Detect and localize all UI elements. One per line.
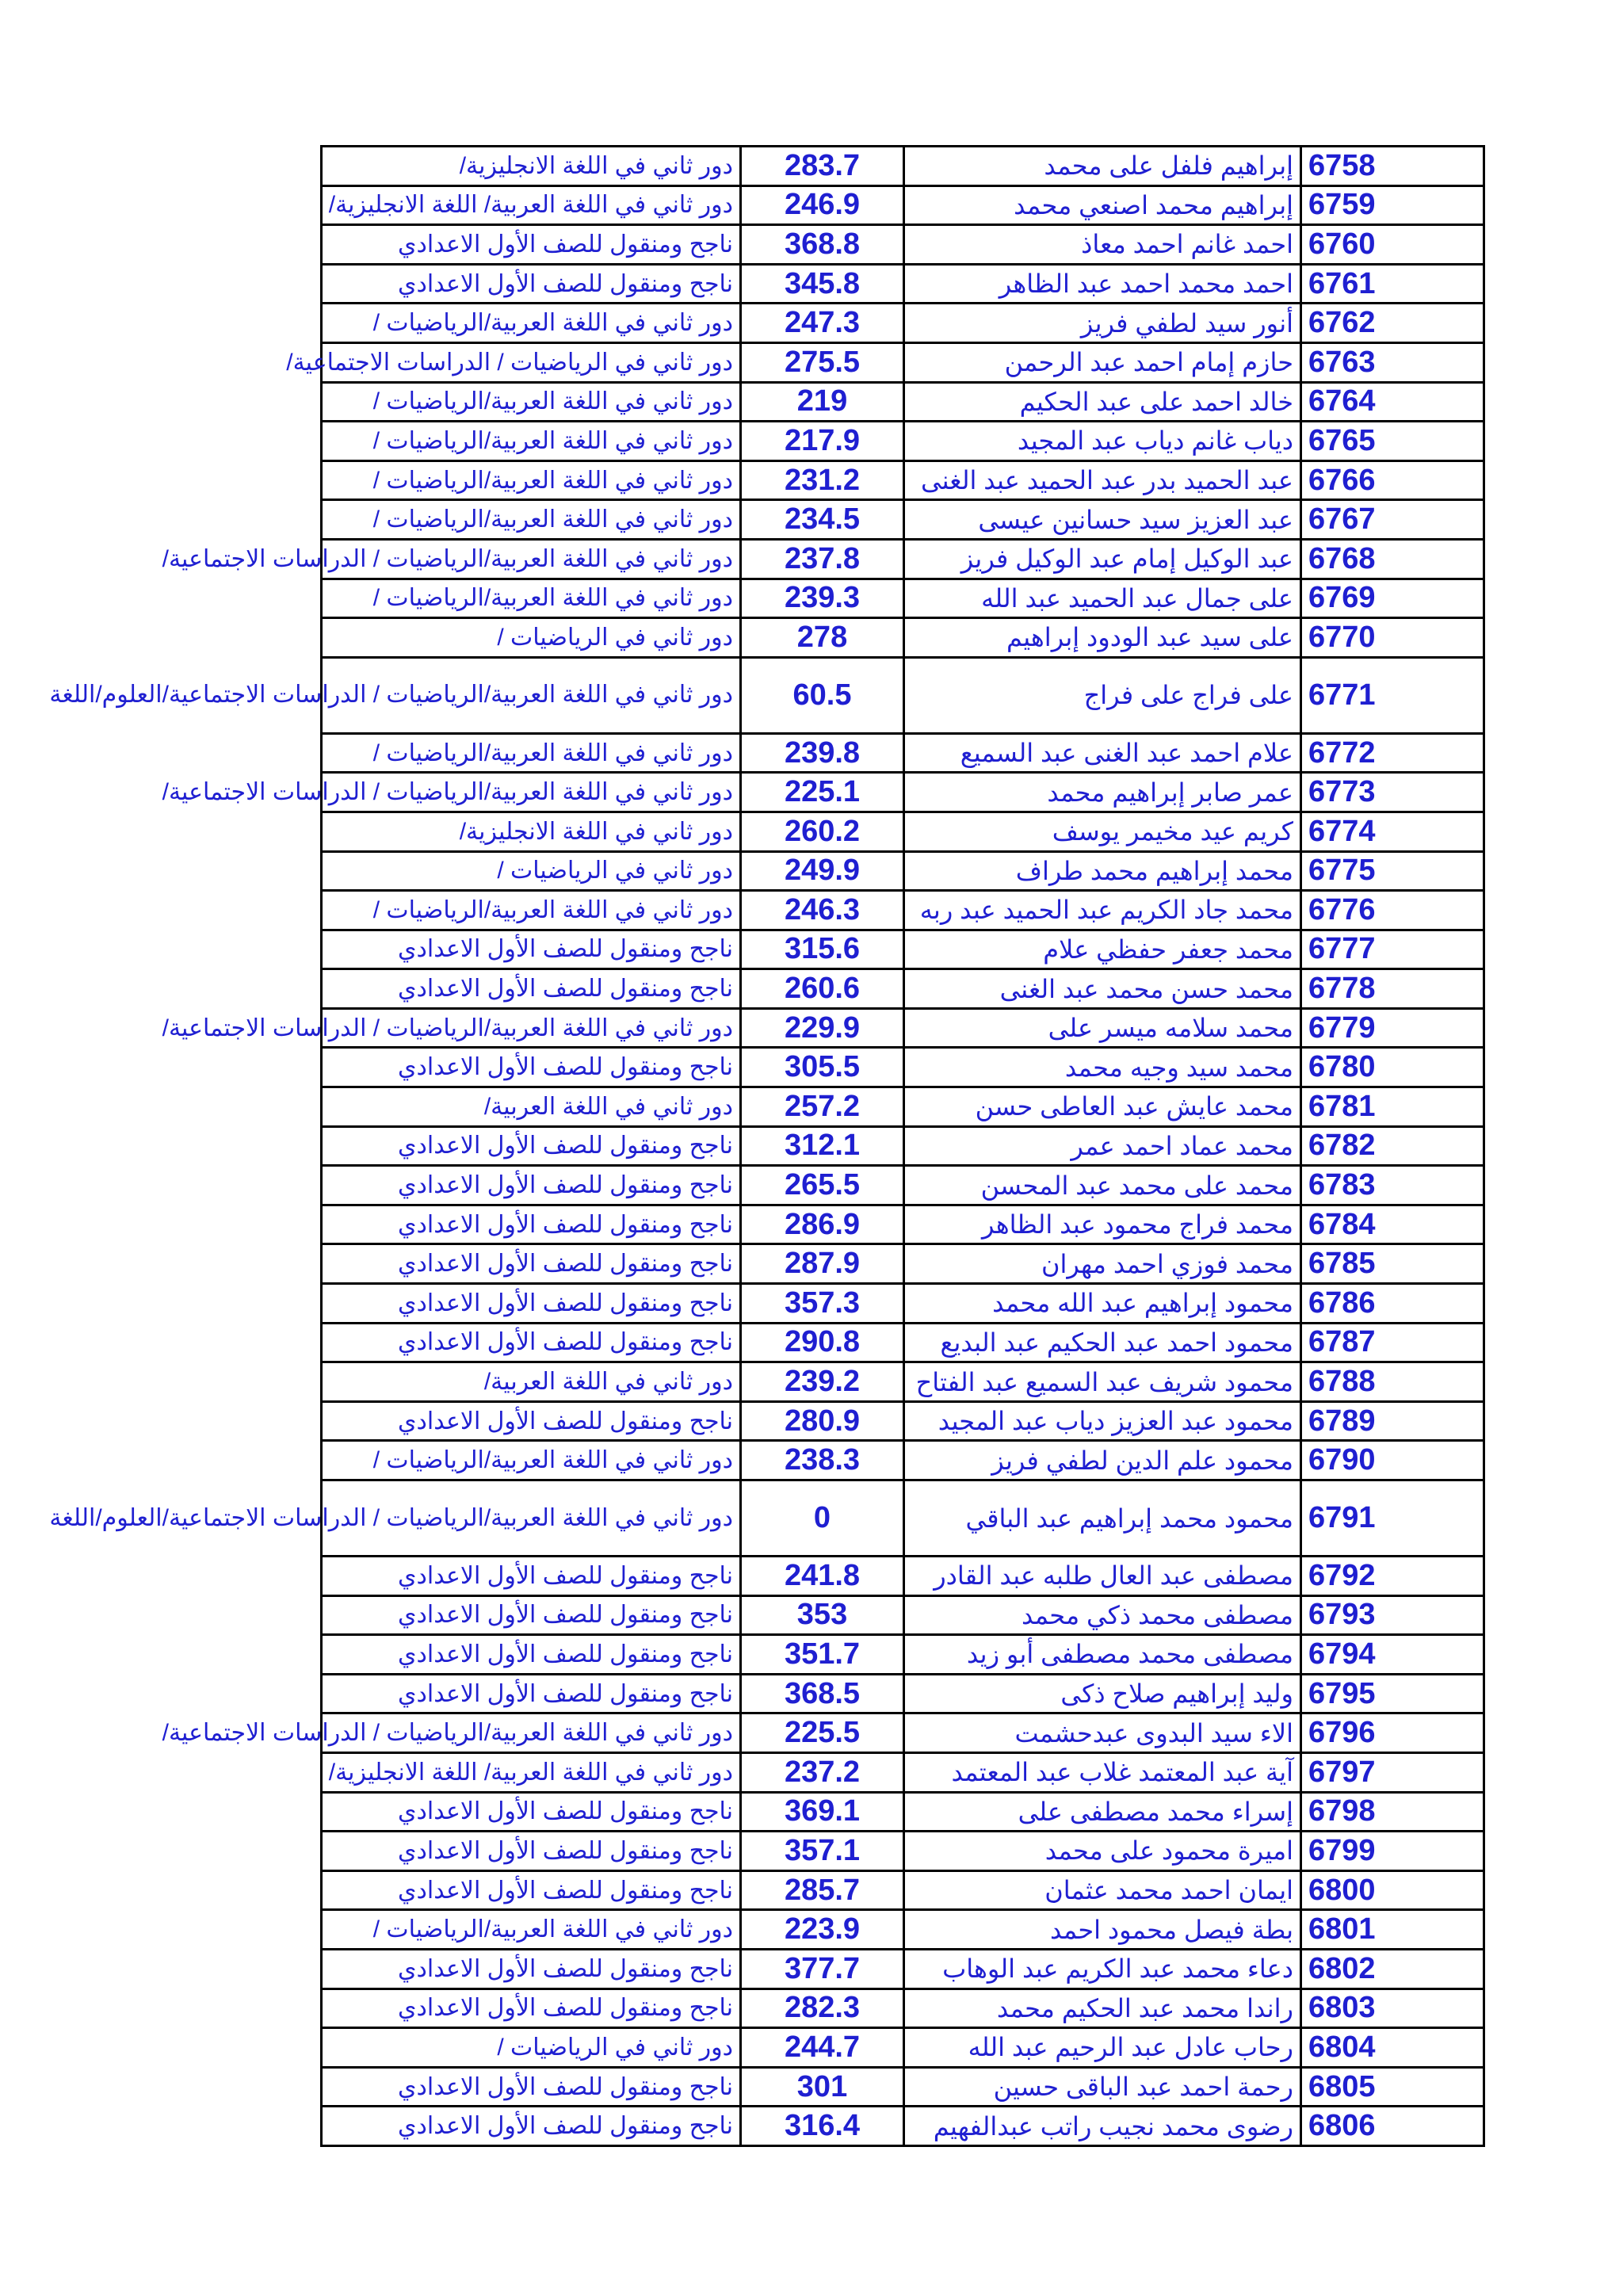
seat-number-cell: 6796 — [1301, 1713, 1484, 1753]
result-status-cell: ناجح ومنقول للصف الأول الاعدادي — [322, 1244, 741, 1284]
table-row — [322, 1008, 1484, 1048]
student-name-cell: حازم إمام احمد عبد الرحمن — [904, 342, 1301, 382]
total-score-cell: 369.1 — [741, 1792, 904, 1832]
table-row — [322, 539, 1484, 579]
seat-number-cell: 6761 — [1301, 264, 1484, 304]
student-name-cell: محمد إبراهيم محمد طراف — [904, 851, 1301, 891]
total-score-cell: 217.9 — [741, 422, 904, 461]
student-name-cell: مصطفى عبد العال طلبه عبد القادر — [904, 1557, 1301, 1596]
total-score-cell: 244.7 — [741, 2028, 904, 2068]
result-status-cell: دور ثاني في الرياضيات / — [322, 618, 741, 658]
student-name-cell: محمد حسن محمد عبد الغنى — [904, 969, 1301, 1009]
table-row — [322, 1713, 1484, 1753]
total-score-cell: 265.5 — [741, 1166, 904, 1205]
table-row — [322, 460, 1484, 500]
seat-number-cell: 6804 — [1301, 2028, 1484, 2068]
result-status-cell: دور ثاني في اللغة العربية/الرياضيات / — [322, 460, 741, 500]
seat-number-cell: 6785 — [1301, 1244, 1484, 1284]
table-row — [322, 969, 1484, 1009]
result-status-cell: ناجح ومنقول للصف الأول الاعدادي — [322, 1166, 741, 1205]
total-score-cell: 239.2 — [741, 1362, 904, 1402]
total-score-cell: 368.8 — [741, 225, 904, 265]
seat-number-cell: 6791 — [1301, 1480, 1484, 1557]
table-row — [322, 812, 1484, 851]
result-status-cell: ناجح ومنقول للصف الأول الاعدادي — [322, 2067, 741, 2107]
table-row — [322, 304, 1484, 343]
seat-number-cell: 6760 — [1301, 225, 1484, 265]
table-row — [322, 773, 1484, 812]
table-row — [322, 1595, 1484, 1635]
student-name-cell: محمد فراج محمود عبد الظاهر — [904, 1205, 1301, 1244]
seat-number-cell: 6772 — [1301, 733, 1484, 773]
seat-number-cell: 6767 — [1301, 500, 1484, 540]
student-name-cell: وليد إبراهيم صلاح ذكى — [904, 1674, 1301, 1713]
result-status-cell: ناجح ومنقول للصف الأول الاعدادي — [322, 1595, 741, 1635]
total-score-cell: 290.8 — [741, 1323, 904, 1362]
seat-number-cell: 6774 — [1301, 812, 1484, 851]
result-status-cell: ناجح ومنقول للصف الأول الاعدادي — [322, 1048, 741, 1087]
seat-number-cell: 6798 — [1301, 1792, 1484, 1832]
table-row — [322, 1401, 1484, 1441]
total-score-cell: 351.7 — [741, 1635, 904, 1675]
seat-number-cell: 6781 — [1301, 1087, 1484, 1127]
table-row — [322, 1870, 1484, 1910]
seat-number-cell: 6782 — [1301, 1126, 1484, 1166]
seat-number-cell: 6788 — [1301, 1362, 1484, 1402]
seat-number-cell: 6797 — [1301, 1752, 1484, 1792]
seat-number-cell: 6776 — [1301, 891, 1484, 930]
student-name-cell: محمود شريف عبد السميع عبد الفتاح — [904, 1362, 1301, 1402]
table-row — [322, 225, 1484, 265]
result-status-cell: دور ثاني في اللغة العربية/الرياضيات / الدراسات الاجتماعية/ — [322, 539, 741, 579]
table-row — [322, 1910, 1484, 1950]
student-name-cell: ايمان احمد محمد عثمان — [904, 1870, 1301, 1910]
seat-number-cell: 6780 — [1301, 1048, 1484, 1087]
result-status-cell: ناجح ومنقول للصف الأول الاعدادي — [322, 1988, 741, 2028]
student-name-cell: رضوى محمد نجيب راتب عبدالفهيم — [904, 2107, 1301, 2146]
result-status-cell: ناجح ومنقول للصف الأول الاعدادي — [322, 1205, 741, 1244]
result-status-cell: دور ثاني في اللغة العربية/الرياضيات / — [322, 891, 741, 930]
student-name-cell: محمود عبد العزيز دياب عبد المجيد — [904, 1401, 1301, 1441]
result-status-cell: دور ثاني في اللغة الانجليزية/ — [322, 147, 741, 186]
student-name-cell: محمد سلامه ميسر على — [904, 1008, 1301, 1048]
seat-number-cell: 6775 — [1301, 851, 1484, 891]
total-score-cell: 357.3 — [741, 1284, 904, 1324]
total-score-cell: 357.1 — [741, 1832, 904, 1871]
total-score-cell: 241.8 — [741, 1557, 904, 1596]
table-row — [322, 1988, 1484, 2028]
result-status-cell: ناجح ومنقول للصف الأول الاعدادي — [322, 1635, 741, 1675]
total-score-cell: 225.5 — [741, 1713, 904, 1753]
table-row — [322, 1362, 1484, 1402]
student-name-cell: مصطفى محمد ذكي محمد — [904, 1595, 1301, 1635]
seat-number-cell: 6790 — [1301, 1441, 1484, 1480]
table-row — [322, 1205, 1484, 1244]
results-body — [49, 147, 1484, 2146]
result-status-cell: دور ثاني في اللغة العربية/ — [322, 1362, 741, 1402]
total-score-cell: 305.5 — [741, 1048, 904, 1087]
result-status-cell: دور ثاني في اللغة العربية/الرياضيات / — [322, 1441, 741, 1480]
total-score-cell: 282.3 — [741, 1988, 904, 2028]
seat-number-cell: 6806 — [1301, 2107, 1484, 2146]
seat-number-cell: 6805 — [1301, 2067, 1484, 2107]
student-name-cell: رحمة احمد عبد الباقى حسين — [904, 2067, 1301, 2107]
table-row — [322, 185, 1484, 225]
total-score-cell: 234.5 — [741, 500, 904, 540]
seat-number-cell: 6792 — [1301, 1557, 1484, 1596]
student-name-cell: على جمال عبد الحميد عبد الله — [904, 579, 1301, 618]
student-name-cell: مصطفى محمد مصطفى أبو زيد — [904, 1635, 1301, 1675]
result-status-cell: ناجح ومنقول للصف الأول الاعدادي — [322, 1792, 741, 1832]
total-score-cell: 237.2 — [741, 1752, 904, 1792]
table-row — [322, 2107, 1484, 2146]
seat-number-cell: 6794 — [1301, 1635, 1484, 1675]
total-score-cell: 260.2 — [741, 812, 904, 851]
seat-number-cell: 6803 — [1301, 1988, 1484, 2028]
result-status-cell: ناجح ومنقول للصف الأول الاعدادي — [322, 1949, 741, 1988]
result-status-cell: دور ثاني في اللغة العربية/الرياضيات / الدراسات الاجتماعية/ — [322, 1008, 741, 1048]
student-name-cell: محمد سيد وجيه محمد — [904, 1048, 1301, 1087]
result-status-cell: دور ثاني في اللغة العربية/الرياضيات / الدراسات الاجتماعية/ — [322, 1713, 741, 1753]
result-status-cell: ناجح ومنقول للصف الأول الاعدادي — [322, 1674, 741, 1713]
result-status-cell: ناجح ومنقول للصف الأول الاعدادي — [322, 1284, 741, 1324]
total-score-cell: 301 — [741, 2067, 904, 2107]
table-row — [322, 2067, 1484, 2107]
student-name-cell: اميرة محمود على محمد — [904, 1832, 1301, 1871]
seat-number-cell: 6768 — [1301, 539, 1484, 579]
result-status-cell: ناجح ومنقول للصف الأول الاعدادي — [322, 930, 741, 969]
total-score-cell: 239.8 — [741, 733, 904, 773]
seat-number-cell: 6784 — [1301, 1205, 1484, 1244]
student-name-cell: دعاء محمد عبد الكريم عبد الوهاب — [904, 1949, 1301, 1988]
total-score-cell: 60.5 — [741, 657, 904, 733]
result-status-cell: ناجح ومنقول للصف الأول الاعدادي — [322, 1557, 741, 1596]
seat-number-cell: 6801 — [1301, 1910, 1484, 1950]
table-row — [322, 500, 1484, 540]
result-status-cell: دور ثاني في اللغة العربية/الرياضيات / الدراسات الاجتماعية/العلوم/اللغة — [322, 1480, 741, 1557]
student-name-cell: على فراج على فراج — [904, 657, 1301, 733]
total-score-cell: 345.8 — [741, 264, 904, 304]
total-score-cell: 312.1 — [741, 1126, 904, 1166]
table-row — [322, 1166, 1484, 1205]
student-name-cell: محمد فوزي احمد مهران — [904, 1244, 1301, 1284]
total-score-cell: 377.7 — [741, 1949, 904, 1988]
result-status-cell: دور ثاني في اللغة العربية/الرياضيات / — [322, 382, 741, 422]
result-status-cell: دور ثاني في اللغة العربية/ اللغة الانجليزية/ — [322, 185, 741, 225]
student-name-cell: دياب غانم دياب عبد المجيد — [904, 422, 1301, 461]
table-row — [322, 851, 1484, 891]
student-name-cell: محمد جعفر حفظي علام — [904, 930, 1301, 969]
table-row — [322, 342, 1484, 382]
result-status-cell: دور ثاني في الرياضيات / — [322, 2028, 741, 2068]
table-row — [322, 930, 1484, 969]
student-name-cell: عبد العزيز سيد حسانين عيسى — [904, 500, 1301, 540]
table-row — [322, 1752, 1484, 1792]
seat-number-cell: 6787 — [1301, 1323, 1484, 1362]
student-name-cell: محمد عايش عبد العاطى حسن — [904, 1087, 1301, 1127]
seat-number-cell: 6800 — [1301, 1870, 1484, 1910]
table-row — [322, 1244, 1484, 1284]
total-score-cell: 275.5 — [741, 342, 904, 382]
total-score-cell: 283.7 — [741, 147, 904, 186]
table-row — [322, 2028, 1484, 2068]
result-status-cell: دور ثاني في اللغة العربية/الرياضيات / الدراسات الاجتماعية/ — [322, 773, 741, 812]
student-name-cell: محمد جاد الكريم عبد الحميد عبد ربه — [904, 891, 1301, 930]
table-row — [322, 1674, 1484, 1713]
result-status-cell: دور ثاني في اللغة العربية/الرياضيات / — [322, 733, 741, 773]
seat-number-cell: 6778 — [1301, 969, 1484, 1009]
total-score-cell: 278 — [741, 618, 904, 658]
seat-number-cell: 6762 — [1301, 304, 1484, 343]
result-status-cell: ناجح ومنقول للصف الأول الاعدادي — [322, 1323, 741, 1362]
student-name-cell: إبراهيم فلفل على محمد — [904, 147, 1301, 186]
result-status-cell: دور ثاني في اللغة العربية/الرياضيات / الدراسات الاجتماعية/العلوم/اللغة — [322, 657, 741, 733]
seat-number-cell: 6763 — [1301, 342, 1484, 382]
total-score-cell: 238.3 — [741, 1441, 904, 1480]
result-status-cell: ناجح ومنقول للصف الأول الاعدادي — [322, 1870, 741, 1910]
total-score-cell: 286.9 — [741, 1205, 904, 1244]
student-name-cell: الاء سيد البدوى عبدحشمت — [904, 1713, 1301, 1753]
seat-number-cell: 6766 — [1301, 460, 1484, 500]
total-score-cell: 315.6 — [741, 930, 904, 969]
result-status-cell: ناجح ومنقول للصف الأول الاعدادي — [322, 2107, 741, 2146]
table-row — [322, 733, 1484, 773]
student-name-cell: محمود علم الدين لطفي فريز — [904, 1441, 1301, 1480]
table-row — [322, 1635, 1484, 1675]
result-status-cell: ناجح ومنقول للصف الأول الاعدادي — [322, 225, 741, 265]
result-status-cell: دور ثاني في اللغة العربية/ — [322, 1087, 741, 1127]
result-status-cell: دور ثاني في اللغة العربية/الرياضيات / — [322, 579, 741, 618]
student-name-cell: راندا محمد عبد الحكيم محمد — [904, 1988, 1301, 2028]
seat-number-cell: 6802 — [1301, 1949, 1484, 1988]
seat-number-cell: 6799 — [1301, 1832, 1484, 1871]
total-score-cell: 353 — [741, 1595, 904, 1635]
table-row — [322, 891, 1484, 930]
total-score-cell: 257.2 — [741, 1087, 904, 1127]
table-row — [322, 264, 1484, 304]
seat-number-cell: 6786 — [1301, 1284, 1484, 1324]
table-row — [322, 147, 1484, 186]
seat-number-cell: 6758 — [1301, 147, 1484, 186]
result-status-cell: ناجح ومنقول للصف الأول الاعدادي — [322, 1401, 741, 1441]
results-table — [49, 145, 1485, 2147]
table-row — [322, 579, 1484, 618]
total-score-cell: 237.8 — [741, 539, 904, 579]
table-row — [322, 1441, 1484, 1480]
total-score-cell: 285.7 — [741, 1870, 904, 1910]
seat-number-cell: 6759 — [1301, 185, 1484, 225]
seat-number-cell: 6777 — [1301, 930, 1484, 969]
student-name-cell: محمود احمد عبد الحكيم عبد البديع — [904, 1323, 1301, 1362]
total-score-cell: 287.9 — [741, 1244, 904, 1284]
student-name-cell: إسراء محمد مصطفى على — [904, 1792, 1301, 1832]
total-score-cell: 368.5 — [741, 1674, 904, 1713]
result-status-cell: ناجح ومنقول للصف الأول الاعدادي — [322, 1832, 741, 1871]
result-status-cell: ناجح ومنقول للصف الأول الاعدادي — [322, 969, 741, 1009]
table-row — [322, 618, 1484, 658]
table-row — [322, 1048, 1484, 1087]
table-row — [322, 1792, 1484, 1832]
table-row — [322, 1480, 1484, 1557]
student-name-cell: عبد الحميد بدر عبد الحميد عبد الغنى — [904, 460, 1301, 500]
result-status-cell: دور ثاني في اللغة العربية/الرياضيات / — [322, 422, 741, 461]
seat-number-cell: 6773 — [1301, 773, 1484, 812]
total-score-cell: 223.9 — [741, 1910, 904, 1950]
student-name-cell: عمر صابر إبراهيم محمد — [904, 773, 1301, 812]
total-score-cell: 249.9 — [741, 851, 904, 891]
table-row — [322, 1323, 1484, 1362]
total-score-cell: 280.9 — [741, 1401, 904, 1441]
result-status-cell: دور ثاني في الرياضيات / — [322, 851, 741, 891]
table-row — [322, 1832, 1484, 1871]
student-name-cell: خالد احمد على عبد الحكيم — [904, 382, 1301, 422]
table-row — [322, 422, 1484, 461]
table-row — [322, 1557, 1484, 1596]
seat-number-cell: 6795 — [1301, 1674, 1484, 1713]
student-name-cell: آية عبد المعتمد غلاب عبد المعتمد — [904, 1752, 1301, 1792]
table-row — [322, 1126, 1484, 1166]
total-score-cell: 247.3 — [741, 304, 904, 343]
result-status-cell: دور ثاني في الرياضيات / الدراسات الاجتماعية/ — [322, 342, 741, 382]
seat-number-cell: 6765 — [1301, 422, 1484, 461]
seat-number-cell: 6793 — [1301, 1595, 1484, 1635]
result-status-cell: دور ثاني في اللغة العربية/الرياضيات / — [322, 1910, 741, 1950]
student-name-cell: عبد الوكيل إمام عبد الوكيل فريز — [904, 539, 1301, 579]
student-name-cell: محمود إبراهيم عبد الله محمد — [904, 1284, 1301, 1324]
seat-number-cell: 6789 — [1301, 1401, 1484, 1441]
student-name-cell: إبراهيم محمد اصنعي محمد — [904, 185, 1301, 225]
student-name-cell: على سيد عبد الودود إبراهيم — [904, 618, 1301, 658]
total-score-cell: 246.9 — [741, 185, 904, 225]
total-score-cell: 239.3 — [741, 579, 904, 618]
table-row — [322, 382, 1484, 422]
total-score-cell: 316.4 — [741, 2107, 904, 2146]
student-name-cell: أنور سيد لطفي فريز — [904, 304, 1301, 343]
student-name-cell: بطة فيصل محمود احمد — [904, 1910, 1301, 1950]
student-name-cell: علام احمد عبد الغنى عبد السميع — [904, 733, 1301, 773]
table-row — [322, 1949, 1484, 1988]
total-score-cell: 260.6 — [741, 969, 904, 1009]
seat-number-cell: 6764 — [1301, 382, 1484, 422]
result-status-cell: ناجح ومنقول للصف الأول الاعدادي — [322, 264, 741, 304]
seat-number-cell: 6771 — [1301, 657, 1484, 733]
result-status-cell: ناجح ومنقول للصف الأول الاعدادي — [322, 1126, 741, 1166]
student-name-cell: كريم عيد مخيمر يوسف — [904, 812, 1301, 851]
result-status-cell: دور ثاني في اللغة العربية/الرياضيات / — [322, 500, 741, 540]
total-score-cell: 0 — [741, 1480, 904, 1557]
total-score-cell: 219 — [741, 382, 904, 422]
student-name-cell: محمد على محمد عبد المحسن — [904, 1166, 1301, 1205]
student-name-cell: محمد عماد احمد عمر — [904, 1126, 1301, 1166]
table-row — [322, 1087, 1484, 1127]
result-status-cell: دور ثاني في اللغة العربية/الرياضيات / — [322, 304, 741, 343]
total-score-cell: 229.9 — [741, 1008, 904, 1048]
result-status-cell: دور ثاني في اللغة العربية/ اللغة الانجليزية/ — [322, 1752, 741, 1792]
total-score-cell: 246.3 — [741, 891, 904, 930]
student-name-cell: رحاب عادل عبد الرحيم عبد الله — [904, 2028, 1301, 2068]
seat-number-cell: 6783 — [1301, 1166, 1484, 1205]
table-row — [322, 1284, 1484, 1324]
seat-number-cell: 6779 — [1301, 1008, 1484, 1048]
total-score-cell: 231.2 — [741, 460, 904, 500]
table-row — [322, 657, 1484, 733]
seat-number-cell: 6770 — [1301, 618, 1484, 658]
seat-number-cell: 6769 — [1301, 579, 1484, 618]
student-name-cell: محمود محمد إبراهيم عبد الباقي — [904, 1480, 1301, 1557]
student-name-cell: احمد محمد احمد عبد الظاهر — [904, 264, 1301, 304]
total-score-cell: 225.1 — [741, 773, 904, 812]
student-name-cell: احمد غانم احمد معاذ — [904, 225, 1301, 265]
result-status-cell: دور ثاني في اللغة الانجليزية/ — [322, 812, 741, 851]
